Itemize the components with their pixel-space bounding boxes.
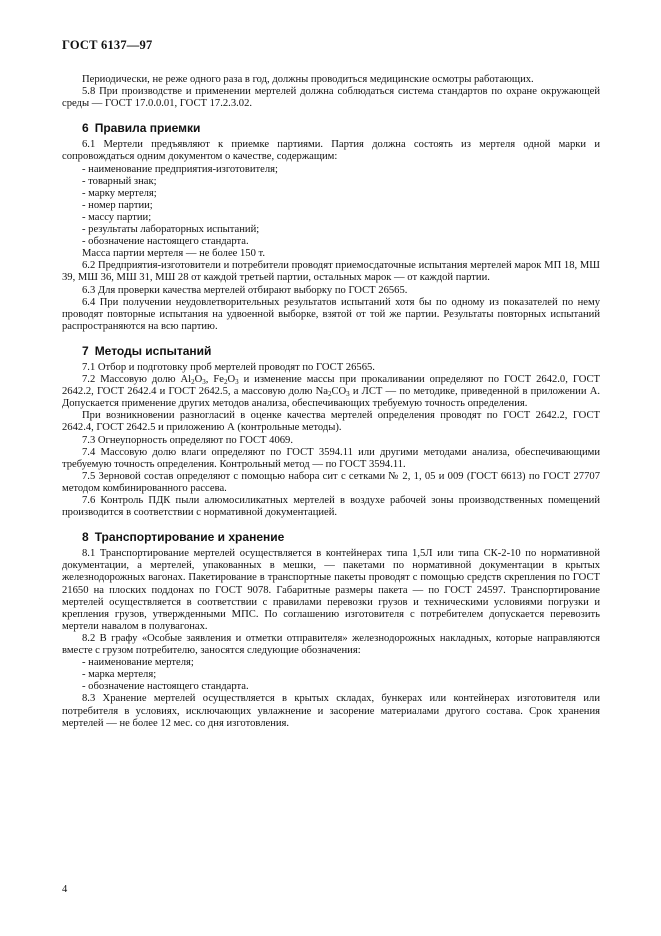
text-run: O — [227, 374, 236, 386]
paragraph: 7.1 Отбор и подготовку проб мертелей проводят по ГОСТ 26565. — [82, 361, 375, 373]
text-run: , Fe — [205, 374, 224, 386]
page-number: 4 — [62, 884, 68, 895]
section-title: Транспортирование и хранение — [94, 530, 285, 545]
list-item: - товарный знак; — [82, 175, 157, 187]
text-run: и ЛСТ — по методике, приведенной в приложении А. Допускается применение других методов анализа, обеспечивающих требуемую точность определения. — [62, 386, 600, 410]
section-number: 8 — [82, 530, 89, 545]
subscript: 2 — [327, 390, 332, 399]
subscript: 3 — [346, 390, 350, 399]
section-number: 6 — [82, 121, 89, 136]
paragraph: При возникновении разногласий в оценке качества мертелей определения проводят по ГОСТ 2642.2, ГОСТ 2642.4, ГОСТ 2642.5 и приложению А (контрольные методы). — [62, 410, 600, 434]
paragraph: 6.1 Мертели предъявляют к приемке партиями. Партия должна состоять из мертеля одной марки и сопровождаться одним документом о качестве, содержащим: — [62, 139, 600, 163]
paragraph: 8.3 Хранение мертелей осуществляется в крытых складах, бункерах или контейнерах изготовителя или потребителя в условиях, исключающих увлажнение и засорение материалами другого состава. Срок хранения мертелей — не более 12 мес. со дня изготовления. — [62, 693, 600, 729]
page-header-code: ГОСТ 6137—97 — [62, 38, 153, 52]
section-heading — [82, 345, 600, 357]
list-item: - массу партии; — [82, 211, 152, 223]
paragraph: 5.8 При производстве и применении мертелей должна соблюдаться система стандартов по охране окружающей среды — ГОСТ 17.0.0.01, ГОСТ 17.2.3.02. — [62, 86, 600, 110]
paragraph: 6.4 При получении неудовлетворительных результатов испытаний хотя бы по одному из показателей по нему проводят повторные испытания на удвоенной выборке, взятой от той же партии. Результаты повторных испытаний распространяются на всю партию. — [62, 296, 600, 332]
section-title: Методы испытаний — [94, 343, 212, 358]
list-item: - обозначение настоящего стандарта. — [82, 681, 249, 693]
section-title: Правила приемки — [94, 121, 201, 136]
list-item: - марка мертеля; — [82, 669, 157, 681]
paragraph: 6.3 Для проверки качества мертелей отбирают выборку по ГОСТ 26565. — [82, 284, 408, 296]
document-body — [62, 74, 600, 730]
list-item: - номер партии; — [82, 199, 153, 211]
text-run: 7.2 Массовую долю Al — [82, 374, 192, 386]
paragraph-chemistry — [62, 374, 600, 410]
paragraph: 8.1 Транспортирование мертелей осуществляется в контейнерах типа 1,5Л или типа СК-2-10 по нормативной документации, а мертелей, упакованных в мешки, — пакетами по нормативной документации в крытых железнодорожных вагонах. Пакетирование в транспортные пакеты проводят с помощью средств скрепления по ГОСТ 21650 на плоских поддонах по ГОСТ 9078. Габаритные размеры пакета — по ГОСТ 24597. Транспортирование мертелей осуществляется в соответствии с правилами перевозки грузов и техническими условиями погрузки и крепления грузов, утвержденными МПС. По соглашению изготовителя с потребителем допускается перевозить мертели навалом в полувагонах. — [62, 548, 600, 632]
subscript: 2 — [191, 378, 195, 387]
paragraph: 7.6 Контроль ПДК пыли алюмосиликатных мертелей в воздухе рабочей зоны производственных помещений производится в соответствии с нормативной документацией. — [62, 495, 600, 519]
list-item: - наименование предприятия-изготовителя; — [82, 163, 278, 175]
paragraph: 6.2 Предприятия-изготовители и потребители проводят приемосдаточные испытания мертелей марок МП 18, МШ 39, МШ 36, МШ 31, МШ 28 от каждой третьей партии, остальных марок — от каждой партии. — [62, 260, 600, 284]
subscript: 3 — [235, 378, 239, 387]
paragraph: 7.4 Массовую долю влаги определяют по ГОСТ 3594.11 или другими методами анализа, обеспечивающими требуемую точность определения. Контрольный метод — по ГОСТ 3594.11. — [62, 446, 600, 470]
subscript: 3 — [202, 378, 206, 387]
text-run: O — [194, 374, 203, 386]
paragraph: 7.5 Зерновой состав определяют с помощью набора сит с сетками № 2, 1, 05 и 009 (ГОСТ 6613) по ГОСТ 27707 методом комбинированного рассева. — [62, 470, 600, 494]
list-item: - марку мертеля; — [82, 187, 157, 199]
section-number: 7 — [82, 343, 89, 358]
paragraph: Масса партии мертеля — не более 150 т. — [82, 248, 266, 260]
text-run: CO — [331, 386, 347, 398]
section-heading — [82, 531, 600, 543]
list-item: - обозначение настоящего стандарта. — [82, 236, 249, 248]
text-run: и изменение массы при прокаливании определяют по ГОСТ 2642.0, ГОСТ 2642.2, ГОСТ 2642.4 и ГОСТ 2642.5, а массовую долю Na — [62, 374, 601, 398]
paragraph: 8.2 В графу «Особые заявления и отметки отправителя» железнодорожных накладных, которые направляются вместе с грузом потребителю, заносятся следующие обозначения: — [62, 632, 600, 657]
subscript: 2 — [223, 378, 228, 387]
section-heading — [82, 122, 600, 134]
paragraph: Периодически, не реже одного раза в год, должны проводиться медицинские осмотры работающих. — [82, 74, 534, 85]
list-item: - результаты лабораторных испытаний; — [82, 224, 260, 236]
list-item: - наименование мертеля; — [82, 657, 194, 669]
paragraph: 7.3 Огнеупорность определяют по ГОСТ 4069. — [82, 434, 294, 446]
